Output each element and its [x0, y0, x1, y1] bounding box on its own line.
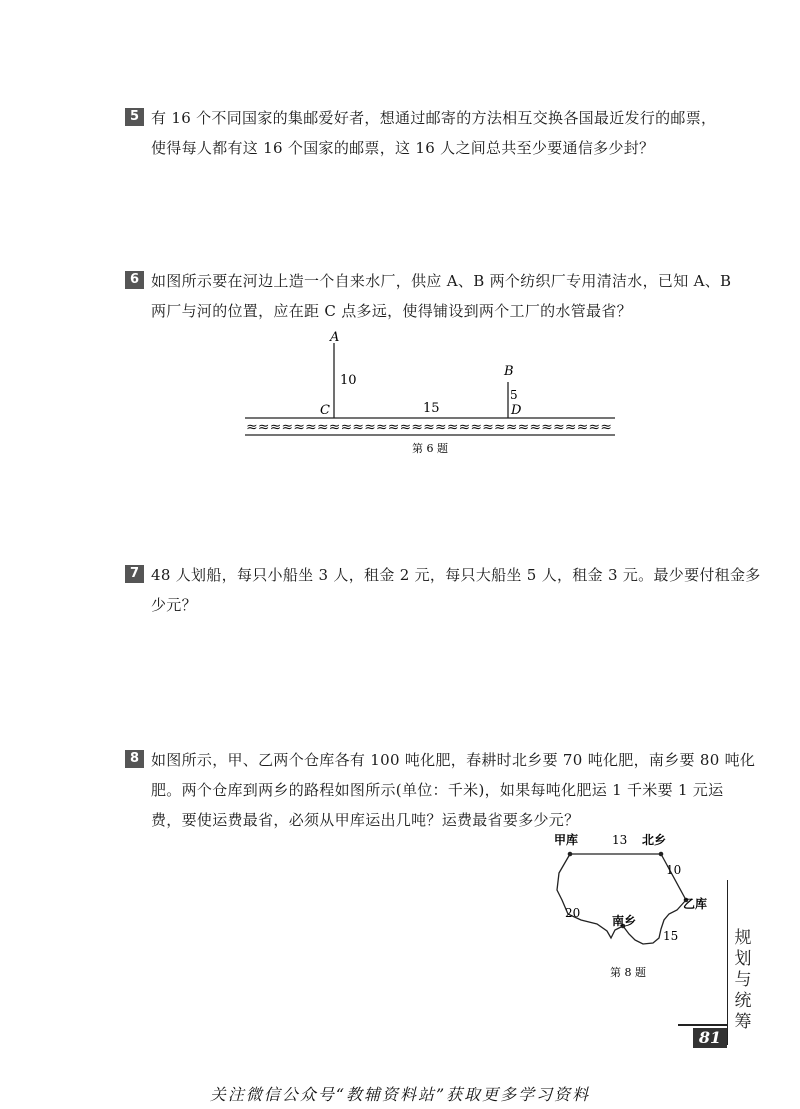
- problem-number: 7: [125, 565, 144, 583]
- river-waves: ≈≈≈≈≈≈≈≈≈≈≈≈≈≈≈≈≈≈≈≈≈≈≈≈≈≈≈≈≈≈≈: [246, 420, 612, 435]
- route-bei-yi: [661, 854, 686, 900]
- label-nan: 南乡: [612, 914, 637, 928]
- label-A: A: [330, 330, 340, 345]
- node-bei: [659, 852, 664, 857]
- side-tab-rule: [727, 880, 728, 1045]
- chapter-side-title: [733, 928, 753, 1033]
- figure-6-diagram: [240, 325, 620, 460]
- label-B: B: [504, 364, 514, 379]
- side-title-char: 规: [734, 928, 752, 948]
- label-jia: 甲库: [554, 833, 579, 847]
- page-number: 81: [693, 1028, 727, 1048]
- problem-number: 6: [125, 271, 144, 289]
- problem-line: 如图所示要在河边上造一个自来水厂，供应 A、B 两个纺织厂专用清洁水，已知 A、B: [151, 272, 732, 290]
- side-title-char: 统: [734, 991, 752, 1011]
- problem-line: 两厂与河的位置，应在距 C 点多远，使得铺设到两个工厂的水管最省？: [151, 302, 632, 320]
- label-D: D: [511, 403, 522, 418]
- distance-jia-nan: 20: [565, 906, 581, 920]
- problem-text: [151, 103, 726, 163]
- label-C: C: [320, 403, 330, 418]
- distance-BD: 5: [510, 388, 518, 402]
- problem-line: 如图所示，甲、乙两个仓库各有 100 吨化肥，春耕时北乡要 70 吨化肥，南乡要 80 吨化: [151, 751, 756, 769]
- page-number-rule: [678, 1024, 728, 1026]
- problem-text: [151, 266, 732, 326]
- side-title-char: 与: [734, 970, 752, 990]
- distance-bei-yi: 10: [666, 863, 682, 877]
- distance-CD: 15: [423, 401, 440, 416]
- problem-line: 有 16 个不同国家的集邮爱好者，想通过邮寄的方法相互交换各国最近发行的邮票，: [151, 109, 717, 127]
- figure-8-caption: 第 8 题: [610, 966, 646, 979]
- problem-line: 使得每人都有这 16 个国家的邮票，这 16 人之间总共至少要通信多少封？: [151, 139, 655, 157]
- problem-line: 少元？: [151, 596, 197, 614]
- side-title-char: 筹: [734, 1012, 752, 1032]
- figure-6-caption: 第 6 题: [412, 442, 448, 455]
- distance-AC: 10: [340, 373, 357, 388]
- label-yi: 乙库: [683, 897, 708, 911]
- label-bei: 北乡: [642, 833, 667, 847]
- problem-text: [151, 745, 756, 835]
- problem-number: 8: [125, 750, 144, 768]
- node-jia: [568, 852, 573, 857]
- problem-text: [151, 560, 761, 620]
- footer-note: 关注微信公众号“教辅资料站”获取更多学习资料: [209, 1085, 591, 1104]
- problem-number: 5: [125, 108, 144, 126]
- distance-nan-yi: 15: [663, 929, 679, 943]
- problem-line: 费，要使运费最省，必须从甲库运出几吨？运费最省要多少元？: [151, 811, 580, 829]
- distance-jia-bei: 13: [612, 833, 628, 847]
- problem-line: 48 人划船，每只小船坐 3 人，租金 2 元，每只大船坐 5 人，租金 3 元。最少要付租金多: [151, 566, 761, 584]
- figure-8-diagram: [545, 828, 715, 983]
- side-title-char: 划: [734, 949, 752, 969]
- problem-line: 肥。两个仓库到两乡的路程如图所示(单位：千米)，如果每吨化肥运 1 千米要 1 元运: [151, 781, 724, 799]
